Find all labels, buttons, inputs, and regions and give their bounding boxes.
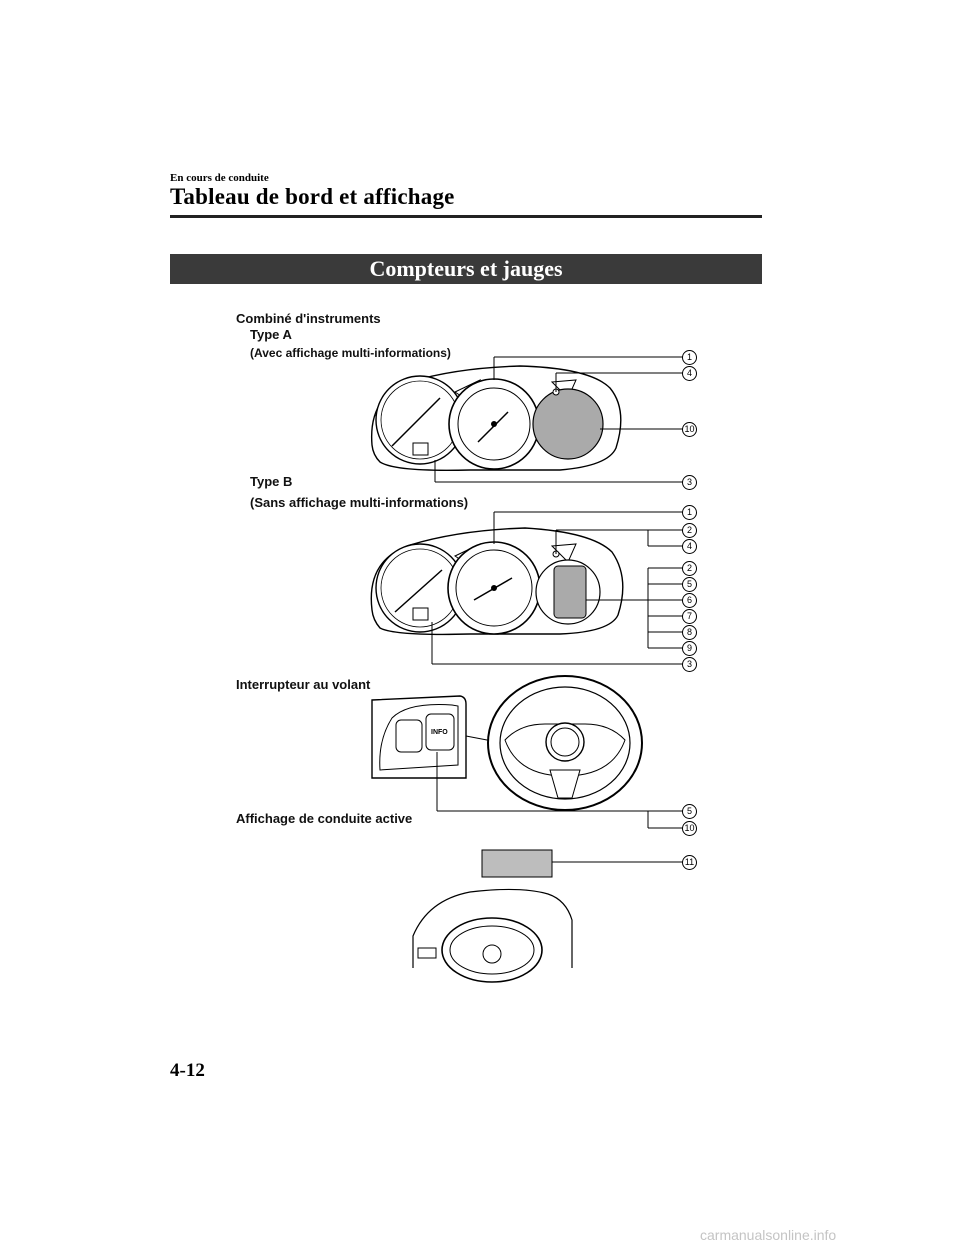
callout-1: 1 [682, 350, 697, 365]
callout-5: 5 [682, 577, 697, 592]
section-banner: Compteurs et jauges [170, 254, 762, 284]
watermark: carmanualsonline.info [700, 1227, 837, 1243]
callout-11: 11 [682, 855, 697, 870]
type-b-note: (Sans affichage multi-informations) [250, 495, 469, 510]
type-b-label: Type B [250, 474, 293, 489]
active-display-label: Affichage de conduite active [236, 811, 413, 826]
page-number: 4-12 [170, 1060, 205, 1081]
section-label: En cours de conduite [170, 172, 269, 184]
callout-10: 10 [682, 821, 697, 836]
callout-4: 4 [682, 539, 697, 554]
cluster-label: Combiné d'instruments [236, 311, 381, 326]
callout-8: 8 [682, 625, 697, 640]
callout-3: 3 [682, 475, 697, 490]
callout-4: 4 [682, 366, 697, 381]
callout-7: 7 [682, 609, 697, 624]
callout-10: 10 [682, 422, 697, 437]
type-a-label: Type A [250, 327, 292, 342]
info-button-label: INFO [431, 729, 448, 736]
cluster-type-b [371, 512, 683, 664]
active-display-illustration [413, 850, 683, 982]
callout-6: 6 [682, 593, 697, 608]
page-title: Tableau de bord et affichage [170, 184, 455, 209]
callout-2: 2 [682, 561, 697, 576]
cluster-type-a [372, 357, 683, 482]
callout-9: 9 [682, 641, 697, 656]
callout-2: 2 [682, 523, 697, 538]
steering-label: Interrupteur au volant [236, 677, 371, 692]
callout-5: 5 [682, 804, 697, 819]
callout-1: 1 [682, 505, 697, 520]
type-a-note: (Avec affichage multi-informations) [250, 346, 451, 360]
callout-3: 3 [682, 657, 697, 672]
steering-switch-illustration [372, 676, 683, 828]
